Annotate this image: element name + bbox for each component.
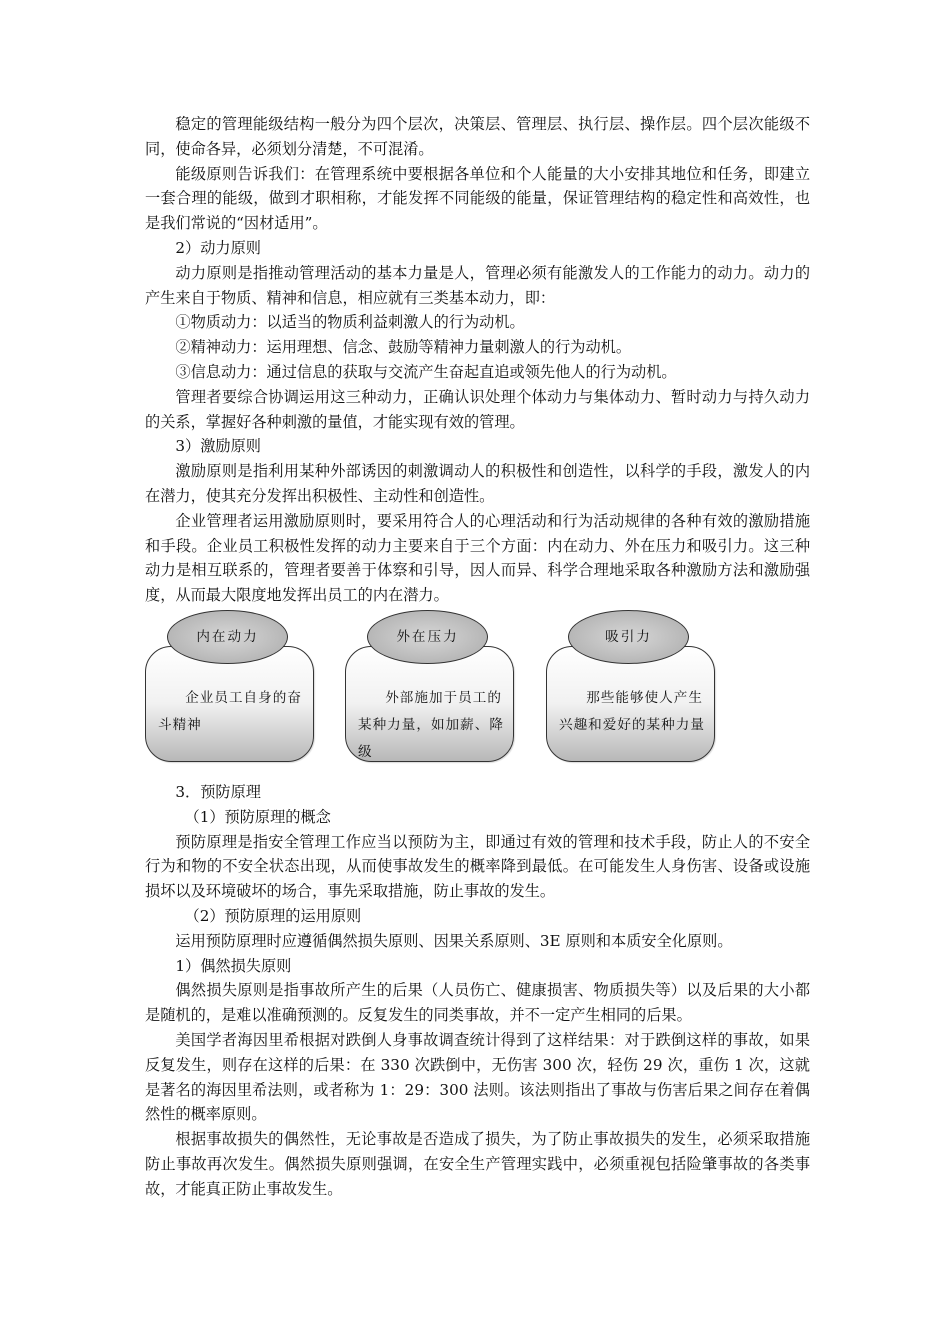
motivation-diagram (145, 610, 810, 770)
diagram-oval-external: 外在压力 (367, 610, 488, 664)
paragraph: 偶然损失原则是指事故所产生的后果（人员伤亡、健康损害、物质损失等）以及后果的大小都是随机的，是难以准确预测的。反复发生的同类事故，并不一定产生相同的后果。 (145, 981, 810, 1025)
paragraph: 动力原则是指推动管理活动的基本力量是人，管理必须有能激发人的工作能力的动力。动力的产生来自于物质、精神和信息，相应就有三类基本动力，即： (145, 263, 810, 307)
paragraph: 激励原则是指利用某种外部诱因的刺激调动人的积极性和创造性，以科学的手段，激发人的内在潜力，使其充分发挥出积极性、主动性和创造性。 (145, 462, 810, 505)
diagram-oval-internal: 内在动力 (167, 610, 288, 664)
diagram-oval-attraction: 吸引力 (568, 610, 689, 664)
paragraph: 管理者要综合协调运用这三种动力，正确认识处理个体动力与集体动力、暂时动力与持久动力的关系，掌握好各种刺激的量值，才能实现有效的管理。 (145, 387, 810, 431)
paragraph: 能级原则告诉我们：在管理系统中要根据各单位和个人能量的大小安排其地位和任务，即建立一套合理的能级，做到才职相称，才能发挥不同能级的能量，保证管理结构的稳定性和高效性，也是我们常说的“因材适用”。 (145, 164, 810, 233)
section-heading: 3）激励原则 (175, 437, 261, 456)
paragraph: 稳定的管理能级结构一般分为四个层次，决策层、管理层、执行层、操作层。四个层次能级不同，使命各异，必须划分清楚，不可混淆。 (145, 115, 810, 158)
subsection-heading: （1）预防原理的概念 (184, 807, 331, 826)
diagram-card-text: 那些能够使人产生兴趣和爱好的某种力量 (559, 689, 705, 733)
paragraph: 美国学者海因里希根据对跌倒人身事故调查统计得到了这样结果：对于跌倒这样的事故，如果反复发生，则存在这样的后果：在 330 次跌倒中，无伤害 300 次，轻伤 29 次，重伤 1 次，这就是著名的海因里希法则，或者称为 1：29：300 法则。该法则指出了事故与伤害后果之间存在着偶然性的概率原则。 (145, 1030, 810, 1124)
diagram-card-text: 企业员工自身的奋斗精神 (158, 689, 302, 733)
list-item: ①物质动力：以适当的物质利益刺激人的行为动机。 (175, 313, 525, 332)
list-item: ②精神动力：运用理想、信念、鼓励等精神力量刺激人的行为动机。 (175, 338, 632, 357)
paragraph: 预防原理是指安全管理工作应当以预防为主，即通过有效的管理和技术手段，防止人的不安全行为和物的不安全状态出现，从而使事故发生的概率降到最低。在可能发生人身伤害、设备或设施损坏以及环境破坏的场合，事先采取措施，防止事故的发生。 (145, 832, 810, 901)
paragraph: 运用预防原理时应遵循偶然损失原则、因果关系原则、3E 原则和本质安全化原则。 (175, 931, 733, 950)
section-heading: 3．预防原理 (175, 782, 261, 801)
paragraph: 企业管理者运用激励原则时，要采用符合人的心理活动和行为活动规律的各种有效的激励措施和手段。企业员工积极性发挥的动力主要来自于三个方面：内在动力、外在压力和吸引力。这三种动力是相互联系的，管理者要善于体察和引导，因人而异、科学合理地采取各种激励方法和激励强度，从而最大限度地发挥出员工的内在潜力。 (145, 511, 810, 605)
subsection-heading: （2）预防原理的运用原则 (184, 906, 362, 925)
diagram-card-text: 外部施加于员工的某种力量，如加薪、降级 (358, 689, 504, 760)
section-heading: 1）偶然损失原则 (175, 956, 292, 975)
section-heading: 2）动力原则 (175, 238, 261, 257)
document-body (145, 112, 810, 1201)
list-item: ③信息动力：通过信息的获取与交流产生奋起直追或领先他人的行为动机。 (175, 362, 677, 381)
paragraph: 根据事故损失的偶然性，无论事故是否造成了损失，为了防止事故损失的发生，必须采取措施防止事故再次发生。偶然损失原则强调，在安全生产管理实践中，必须重视包括险肇事故的各类事故，才能真正防止事故发生。 (145, 1130, 810, 1198)
